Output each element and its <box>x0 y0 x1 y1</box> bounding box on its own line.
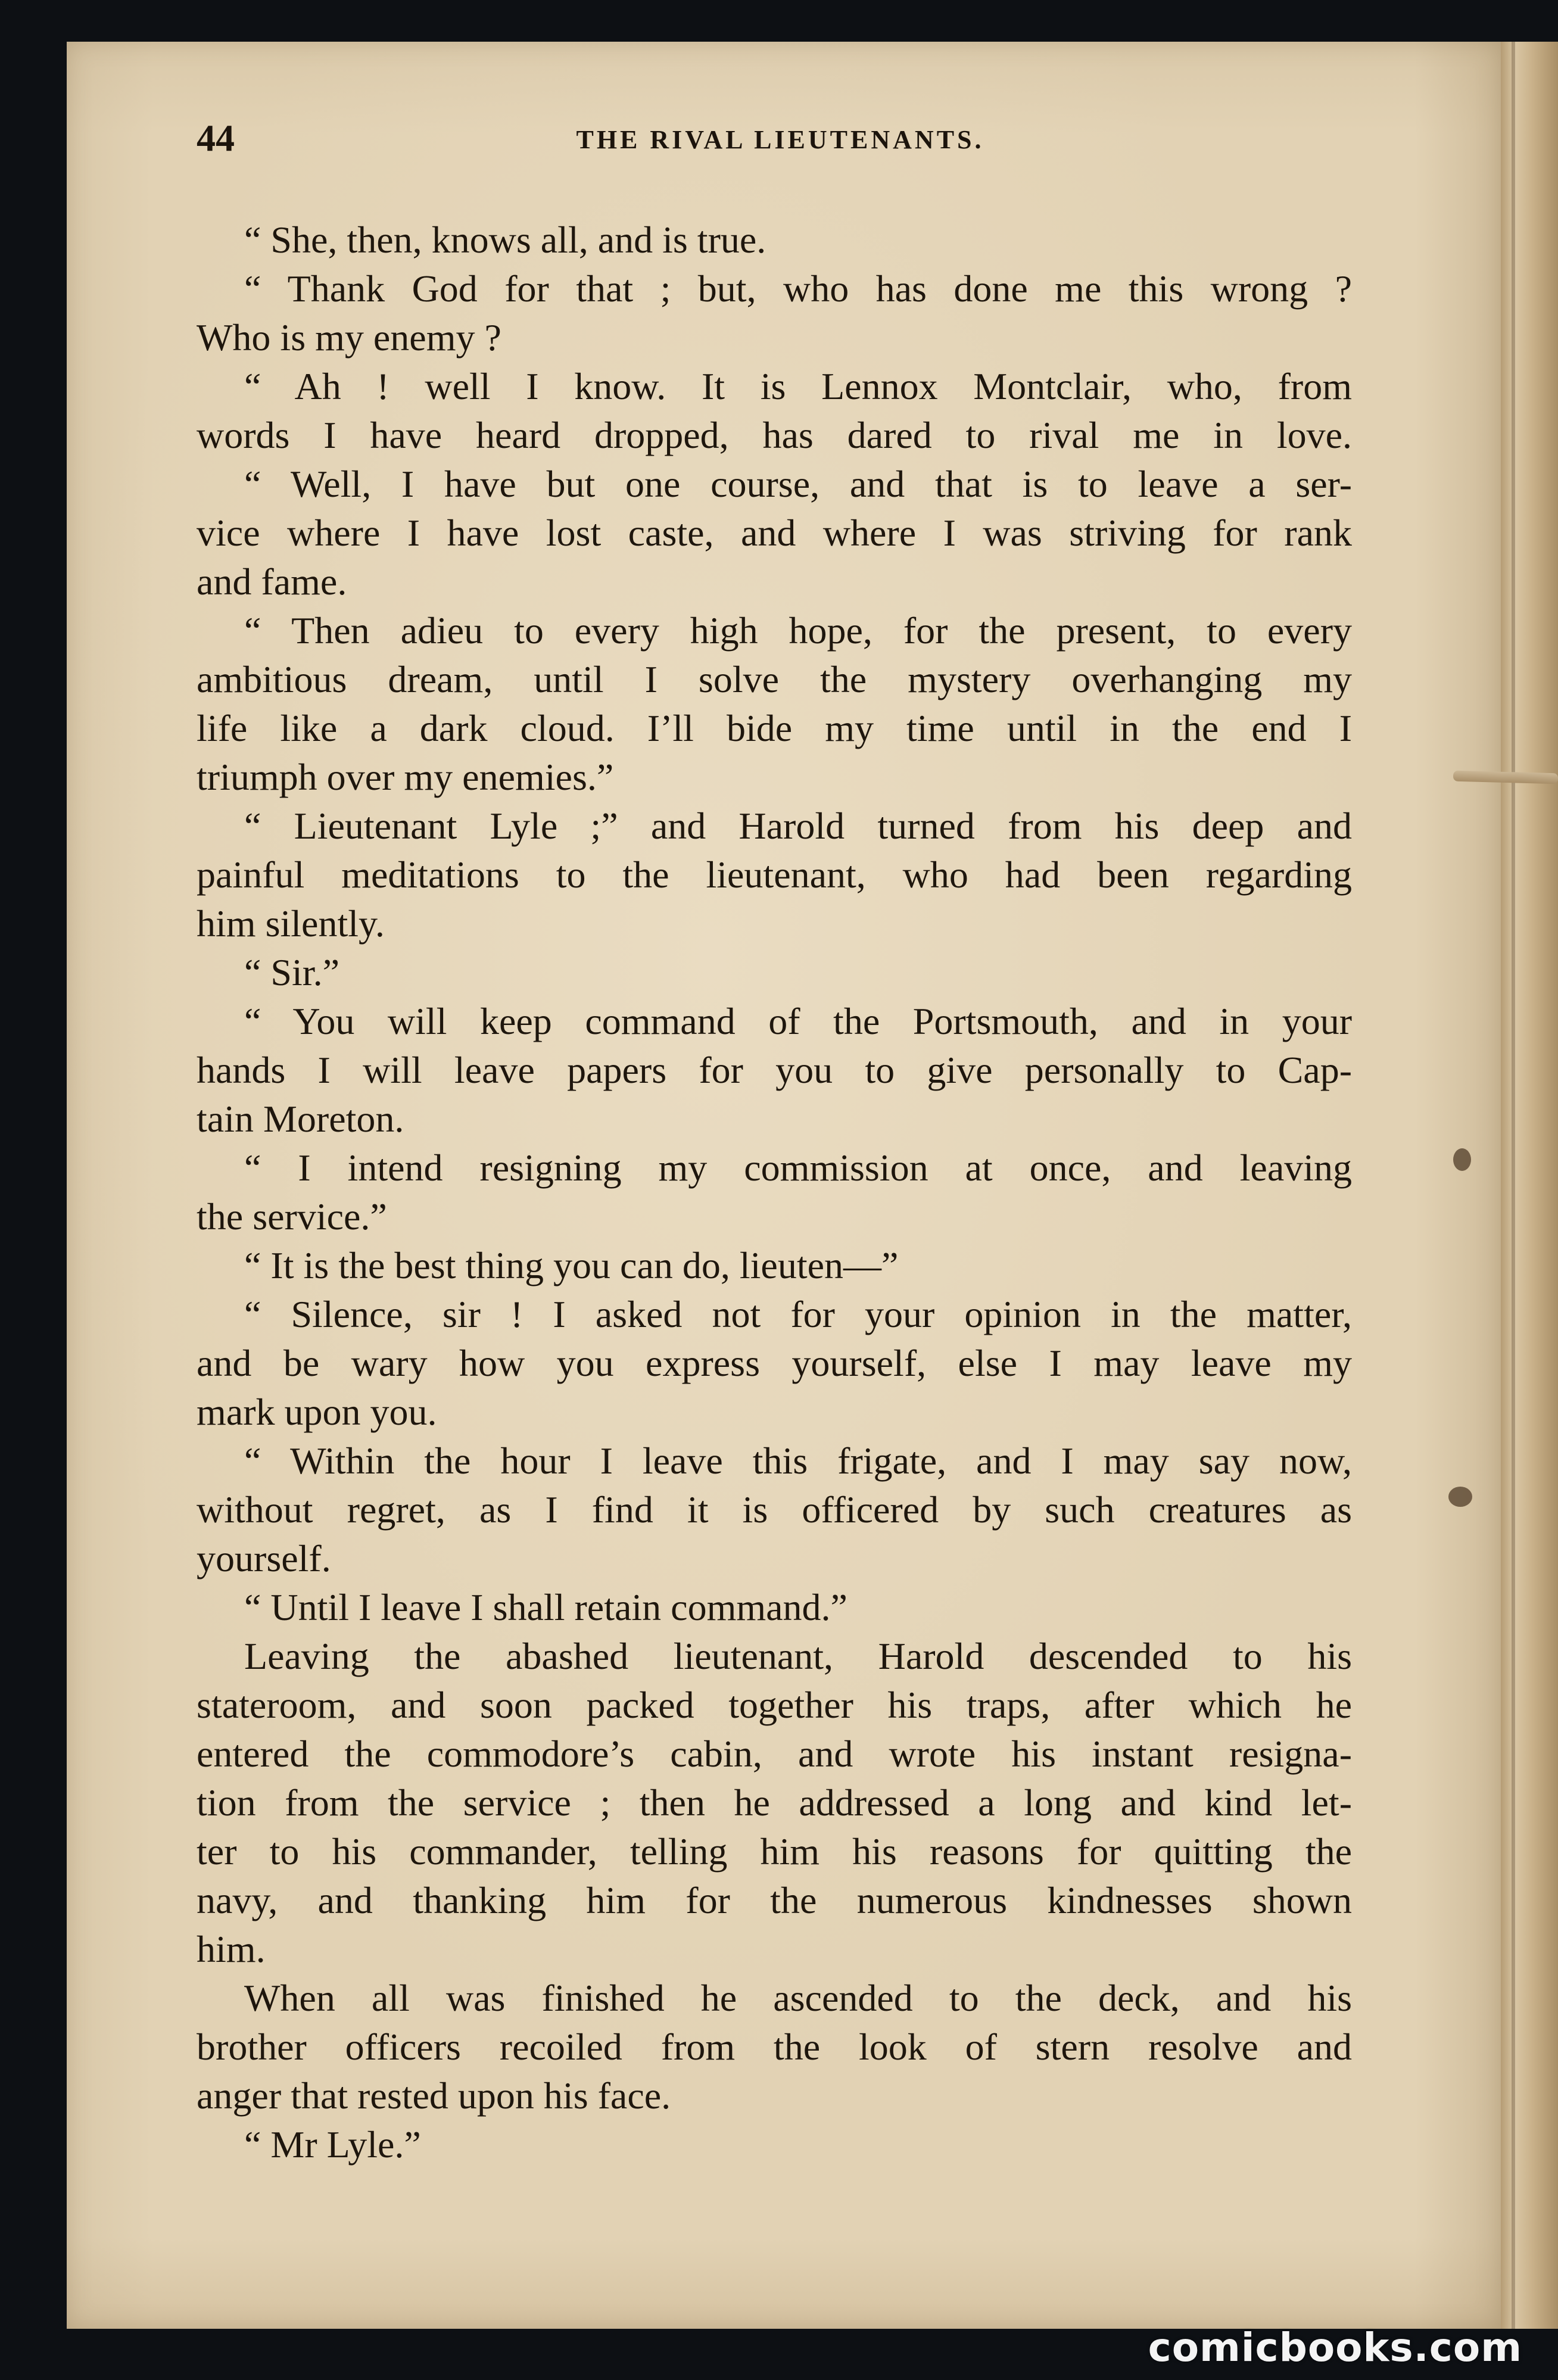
text-line: “ I intend resigning my commission at once, and leaving <box>244 1147 1352 1189</box>
text-line: “ Lieutenant Lyle ;” and Harold turned from his deep and <box>244 805 1352 847</box>
text-line: words I have heard dropped, has dared to rival me in love. <box>197 414 1352 456</box>
text-line: “ Until I leave I shall retain command.” <box>244 1586 847 1628</box>
text-line: painful meditations to the lieutenant, who had been regarding <box>197 853 1352 896</box>
text-line: “ Within the hour I leave this frigate, and I may say now, <box>244 1440 1352 1482</box>
body-text <box>197 216 1352 2169</box>
text-line: the service.” <box>197 1195 387 1238</box>
ink-smudge <box>1453 1148 1471 1171</box>
text-line: “ It is the best thing you can do, lieuten—” <box>244 1244 899 1286</box>
page-number: 44 <box>197 117 235 159</box>
text-line: without regret, as I find it is officered by such creatures as <box>197 1488 1352 1531</box>
text-line: “ Ah ! well I know. It is Lennox Montclair, who, from <box>244 365 1352 407</box>
text-line: yourself. <box>197 1537 331 1580</box>
text-line: “ She, then, knows all, and is true. <box>244 219 766 261</box>
text-line: “ Thank God for that ; but, who has done me this wrong ? <box>244 267 1352 310</box>
text-line: “ Sir.” <box>244 951 339 993</box>
text-line: entered the commodore’s cabin, and wrote his instant resigna- <box>197 1733 1352 1775</box>
text-line: “ Silence, sir ! I asked not for your opinion in the matter, <box>244 1293 1352 1335</box>
text-line: brother officers recoiled from the look of stern resolve and <box>197 2026 1352 2068</box>
text-line: hands I will leave papers for you to give personally to Cap- <box>197 1049 1352 1091</box>
text-line: ambitious dream, until I solve the mystery overhanging my <box>197 658 1352 700</box>
text-line: and be wary how you express yourself, else I may leave my <box>197 1342 1352 1384</box>
text-line: “ You will keep command of the Portsmouth, and in your <box>244 1000 1352 1042</box>
text-line: When all was finished he ascended to the deck, and his <box>244 1977 1352 2019</box>
text-line: him silently. <box>197 902 385 945</box>
text-line: tain Moreton. <box>197 1098 404 1140</box>
text-line: ter to his commander, telling him his reasons for quitting the <box>197 1830 1352 1873</box>
text-line: him. <box>197 1928 266 1970</box>
text-line: tion from the service ; then he addressed a long and kind let- <box>197 1781 1352 1824</box>
text-line: Who is my enemy ? <box>197 316 501 359</box>
page-edge <box>1501 42 1558 2329</box>
gutter-fold <box>1512 42 1515 2329</box>
text-line: anger that rested upon his face. <box>197 2074 671 2117</box>
text-line: vice where I have lost caste, and where I was striving for rank <box>197 512 1352 554</box>
text-line: “ Well, I have but one course, and that is to leave a ser- <box>244 463 1352 505</box>
text-line: mark upon you. <box>197 1391 437 1433</box>
page-header <box>197 116 1364 164</box>
text-line: and fame. <box>197 560 347 603</box>
ink-smudge <box>1448 1487 1472 1507</box>
text-line: stateroom, and soon packed together his traps, after which he <box>197 1684 1352 1726</box>
text-line: “ Mr Lyle.” <box>244 2123 421 2166</box>
text-line: life like a dark cloud. I’ll bide my time until in the end I <box>197 707 1352 749</box>
watermark: comicbooks.com <box>1148 2325 1522 2370</box>
running-head: THE RIVAL LIEUTENANTS. <box>576 125 984 154</box>
text-line: “ Then adieu to every high hope, for the present, to every <box>244 609 1352 652</box>
text-line: Leaving the abashed lieutenant, Harold descended to his <box>244 1635 1352 1677</box>
text-line: navy, and thanking him for the numerous kindnesses shown <box>197 1879 1352 1921</box>
text-line: triumph over my enemies.” <box>197 756 614 798</box>
